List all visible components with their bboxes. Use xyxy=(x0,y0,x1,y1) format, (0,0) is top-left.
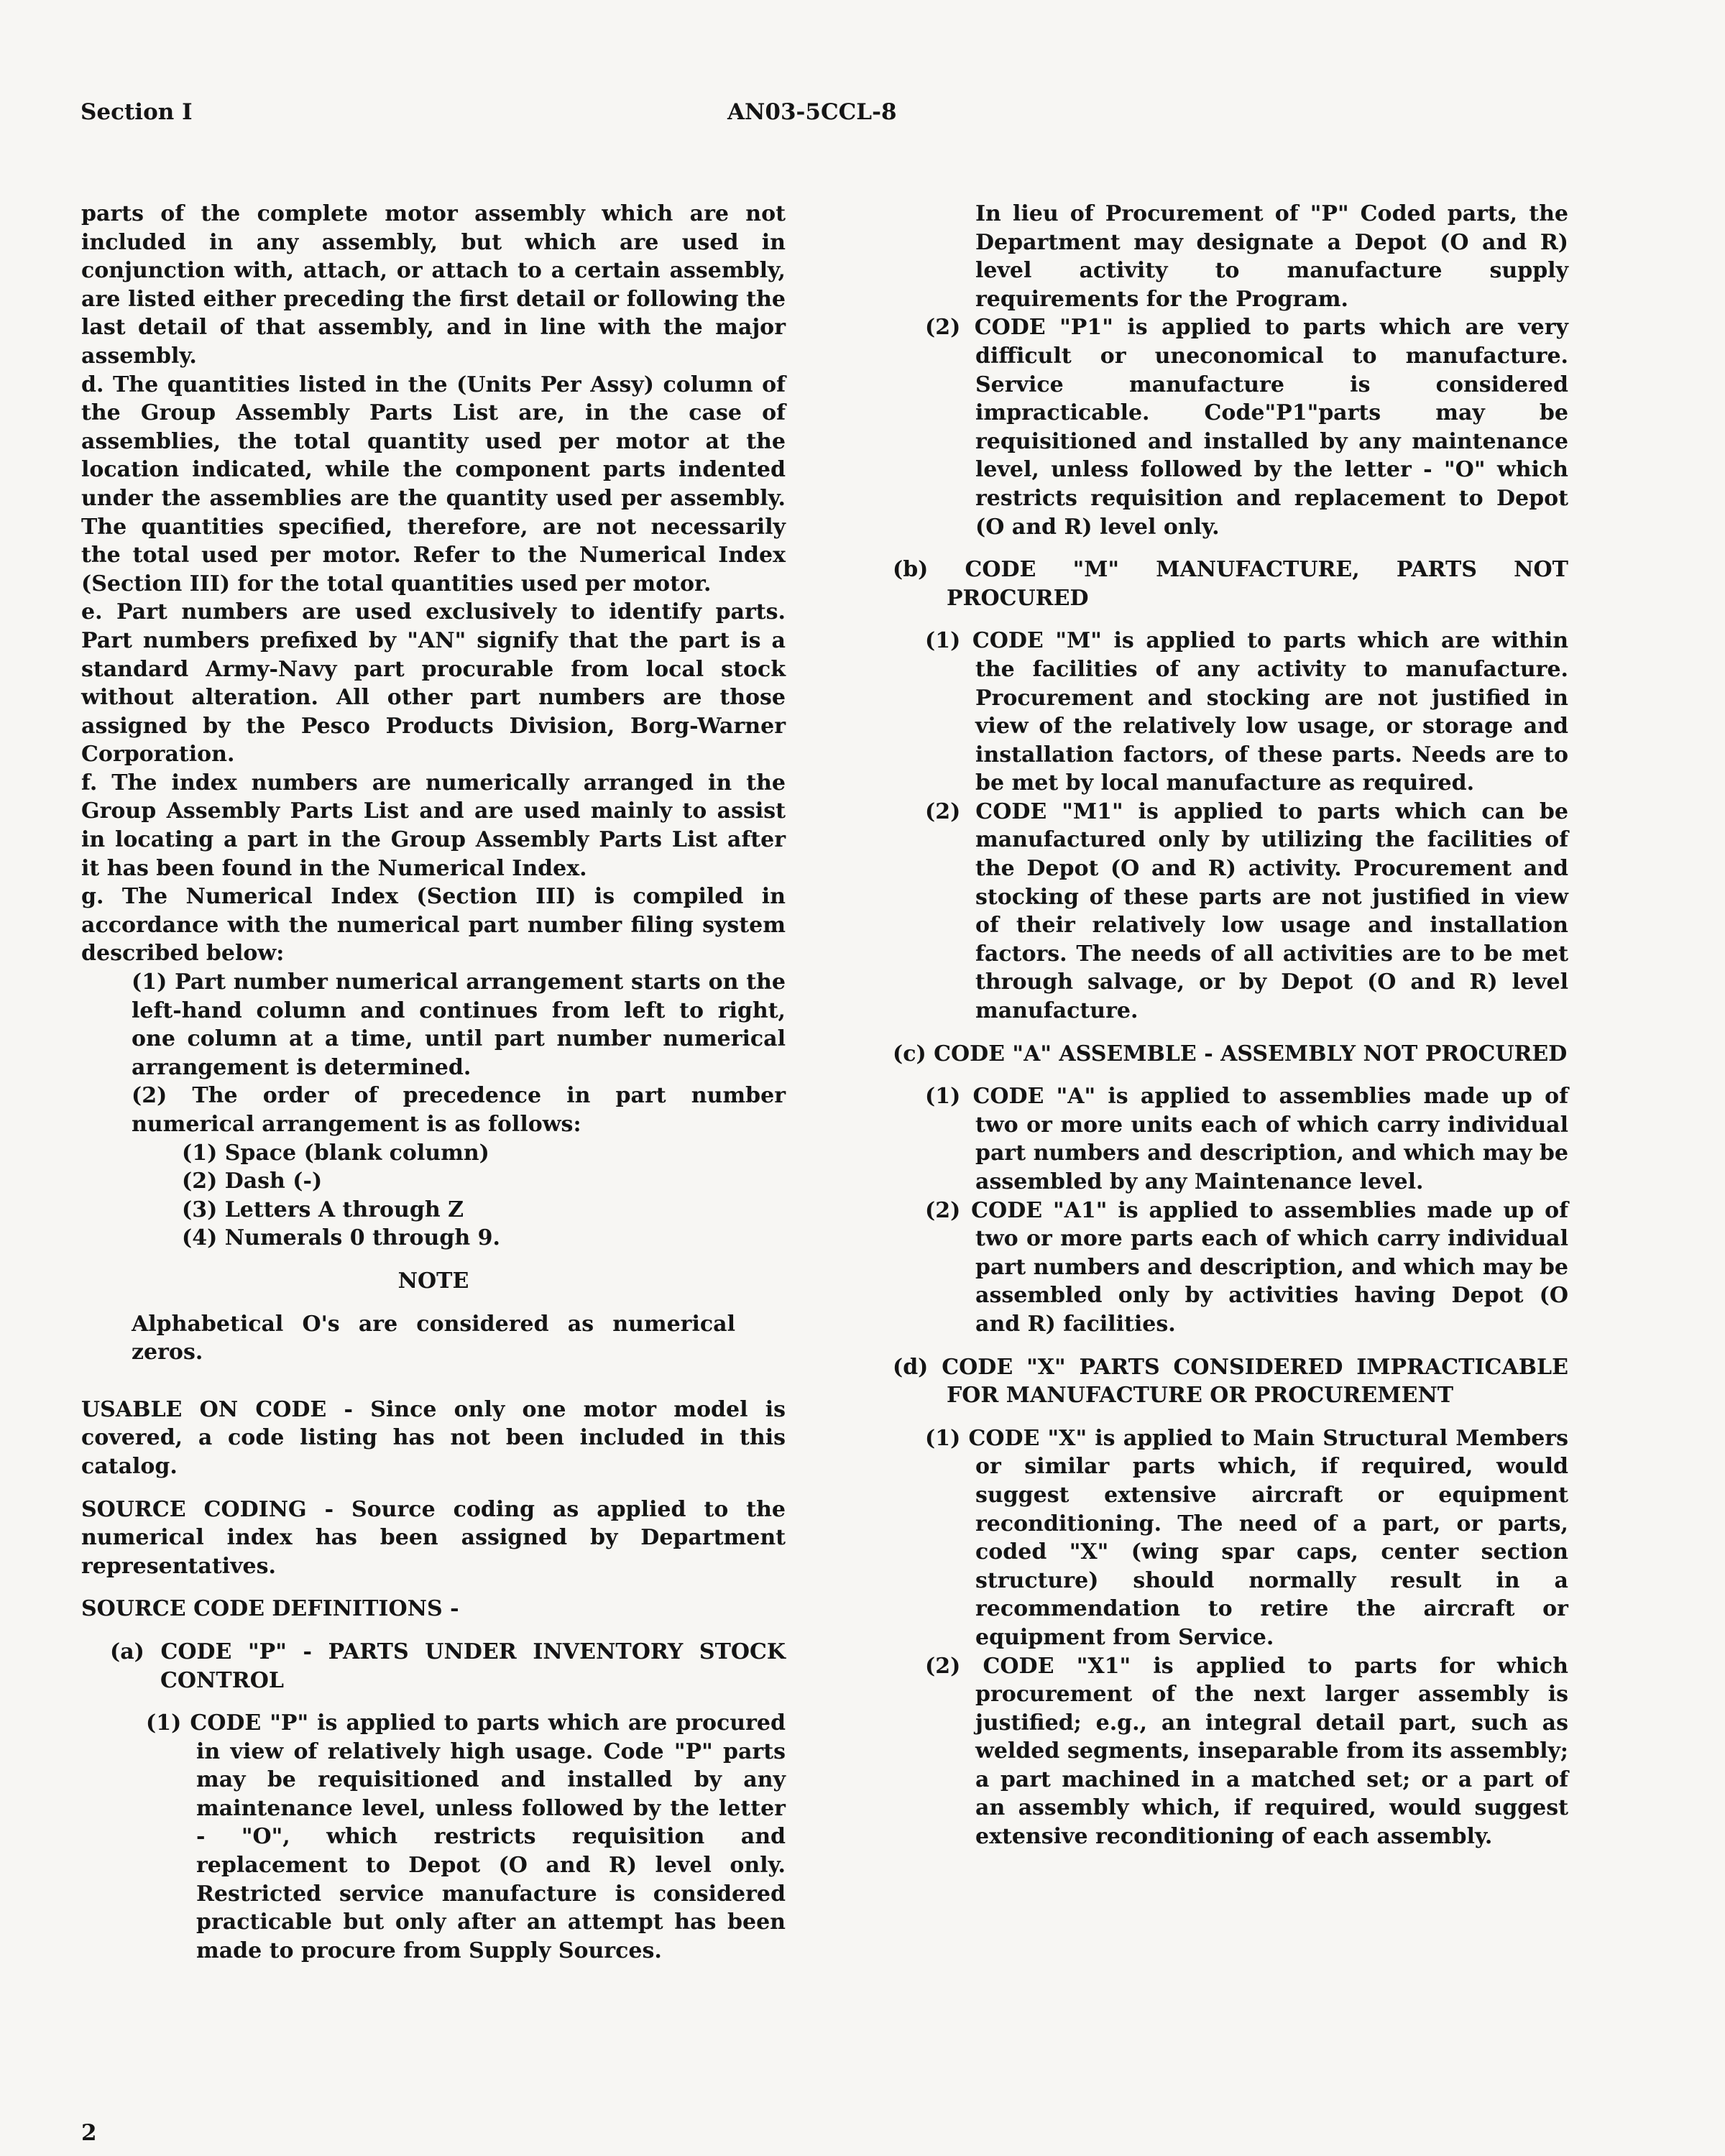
paragraph-f: f. The index numbers are numerically arranged in the Group Assembly Parts List and are used mainly to assist in locating a part in the Group Assembly Parts List after it has been found in the Numerical Index. xyxy=(81,770,786,881)
note-body: Alphabetical O's are considered as numerical zeros. xyxy=(132,1311,735,1365)
code-a-item-1: (1) CODE "A" is applied to assemblies made up of two or more units each of which carry individual part numbers and description, and which may be assembled by any Maintenance level. xyxy=(925,1084,1568,1194)
section-label: Section I xyxy=(80,99,193,125)
page-number: 2 xyxy=(81,2120,97,2146)
paragraph-e: e. Part numbers are used exclusively to identify parts. Part numbers prefixed by "AN" signify that the part is a standard Army-Navy part procurable from local stock without alteration. All other part numbers are those assigned by the Pesco Products Division, Borg-Warner Corporation. xyxy=(81,599,786,768)
paragraph-g: g. The Numerical Index (Section III) is compiled in accordance with the numerical part number filing system described below: xyxy=(81,884,786,967)
precedence-list xyxy=(81,1139,786,1253)
code-p1-item-2: (2) CODE "P1" is applied to parts which are very difficult or uneconomical to manufacture. Service manufacture is considered impracticable. Code"P1"parts may be requisitioned and installed by any maintenance level, unless followed by the letter - "O" which restricts requisition and replacement to Depot (O and R) level only. xyxy=(925,315,1568,540)
usable-on-code: USABLE ON CODE - Since only one motor model is covered, a code listing has not been included in this catalog. xyxy=(81,1396,786,1479)
code-p-heading: (a) CODE "P" - PARTS UNDER INVENTORY STOCK CONTROL xyxy=(110,1639,786,1693)
code-m1-item-2: (2) CODE "M1" is applied to parts which can be manufactured only by utilizing the facilities of the Depot (O and R) activity. Procurement and stocking of these parts are not justified in view of their relatively low usage and installation factors. The needs of all activities are to be met through salvage, or by Depot (O and R) level manufacture. xyxy=(925,798,1568,1024)
list-item: (2) Dash (-) xyxy=(182,1169,323,1194)
left-column xyxy=(81,200,786,1965)
code-x1-item-2: (2) CODE "X1" is applied to parts for which procurement of the next larger assembly is justified; e.g., an integral detail part, such as welded segments, inseparable from its assembly; a part machined in a matched set; or a part of an assembly which, if required, would suggest extensive reconditioning of each assembly. xyxy=(925,1653,1568,1850)
code-x-heading: (d) CODE "X" PARTS CONSIDERED IMPRACTICABLE FOR MANUFACTURE OR PROCUREMENT xyxy=(893,1354,1568,1409)
paragraph-g2: (2) The order of precedence in part number numerical arrangement is as follows: xyxy=(132,1083,786,1137)
code-a-heading: (c) CODE "A" ASSEMBLE - ASSEMBLY NOT PROCURED xyxy=(893,1041,1568,1067)
paragraph-d: d. The quantities listed in the (Units Per Assy) column of the Group Assembly Parts List are, in the case of assemblies, the total quantity used per motor at the location indicated, while the component parts indented under the assemblies are the quantity used per assembly. The quantities specified, therefore, are not necessarily the total used per motor. Refer to the Numerical Index (Section III) for the total quantities used per motor. xyxy=(81,372,786,596)
code-a1-item-2: (2) CODE "A1" is applied to assemblies made up of two or more parts each of which carry individual part numbers and description, and which may be assembled only by activities having Depot (O and R) facilities. xyxy=(925,1197,1568,1337)
list-item: (1) Space (blank column) xyxy=(182,1140,489,1166)
page-header xyxy=(80,99,1644,135)
paragraph-c-continued: parts of the complete motor assembly which are not included in any assembly, but which are used in conjunction with, attach, or attach to a certain assembly, are listed either preceding the first detail or following the last detail of that assembly, and in line with the major assembly. xyxy=(81,201,786,369)
note-title: NOTE xyxy=(397,1268,469,1294)
source-coding: SOURCE CODING - Source coding as applied to the numerical index has been assigned by Department representatives. xyxy=(81,1496,786,1579)
source-code-definitions-title: SOURCE CODE DEFINITIONS - xyxy=(81,1596,459,1622)
code-p-item-1-continued: In lieu of Procurement of "P" Coded parts, the Department may designate a Depot (O and R) level activity to manufacture supply requirements for the Program. xyxy=(975,201,1568,312)
code-x-item-1: (1) CODE "X" is applied to Main Structural Members or similar parts which, if required, would suggest extensive aircraft or equipment reconditioning. The need of a part, or parts, coded "X" (wing spar caps, center section structure) should normally result in a recommendation to retire the aircraft or equipment from Service. xyxy=(925,1425,1568,1650)
list-item: (4) Numerals 0 through 9. xyxy=(182,1225,500,1251)
code-m-heading: (b) CODE "M" MANUFACTURE, PARTS NOT PROCURED xyxy=(893,557,1568,611)
code-m-item-1: (1) CODE "M" is applied to parts which are within the facilities of any activity to manufacture. Procurement and stocking are not justified in view of the relatively low usage, or storage and installation factors, of these parts. Needs are to be met by local manufacture as required. xyxy=(925,628,1568,796)
list-item: (3) Letters A through Z xyxy=(182,1197,464,1222)
document-id: AN03-5CCL-8 xyxy=(727,99,897,125)
right-column xyxy=(893,200,1568,1851)
code-p-item-1: (1) CODE "P" is applied to parts which are procured in view of relatively high usage. Code "P" parts may be requisitioned and installed by any maintenance level, unless followed by the letter - "O", which restricts requisition and replacement to Depot (O and R) level only. Restricted service manufacture is considered practicable but only after an attempt has been made to procure from Supply Sources. xyxy=(146,1710,786,1963)
paragraph-g1: (1) Part number numerical arrangement starts on the left-hand column and continues from left to right, one column at a time, until part number numerical arrangement is determined. xyxy=(132,969,786,1080)
